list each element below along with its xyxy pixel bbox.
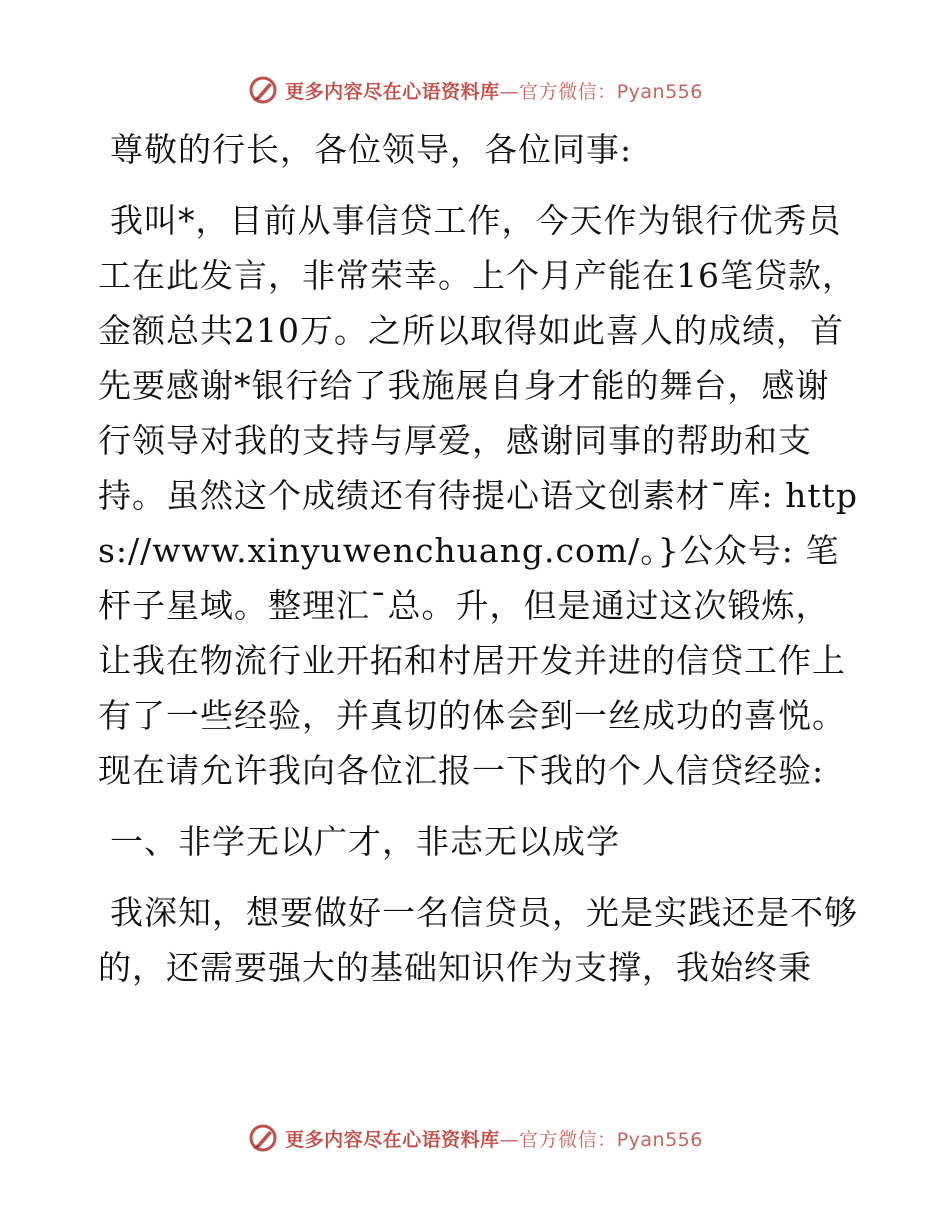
banner-dash: — [499, 1128, 520, 1151]
document-body [98, 122, 858, 1011]
brush-pen-logo-icon [247, 1122, 279, 1154]
footer-banner [0, 1118, 950, 1158]
brush-pen-logo-icon [247, 74, 279, 106]
banner-text [285, 77, 703, 104]
body-paragraph-intro: 我叫*，目前从事信贷工作，今天作为银行优秀员工在此发言，非常荣幸。上个月产能在16笔贷款，金额总共210万。之所以取得如此喜人的成绩，首先要感谢*银行给了我施展自身才能的舞台，感谢行领导对我的支持与厚爱，感谢同事的帮助和支持。虽然这个成绩还有待提心语文创素材¯库: https://www.xinyuwenchuang.com/。}公众号: 笔杆子星域。整理汇¯总。升，但是通过这次锻炼，让我在物流行业开拓和村居开发并进的信贷工作上有了一些经验，并真切的体会到一丝成功的喜悦。现在请允许我向各位汇报一下我的个人信贷经验: [98, 201, 859, 790]
banner-text [285, 1125, 703, 1152]
banner-wechat-label: 官方微信： [519, 80, 617, 103]
salutation: 尊敬的行长，各位领导，各位同事: [110, 130, 633, 169]
section-heading: 一、非学无以广才，非志无以成学 [110, 822, 620, 861]
banner-site-name: 更多内容尽在心语资料库 [285, 80, 500, 103]
banner-site-name: 更多内容尽在心语资料库 [285, 1128, 500, 1151]
banner-wechat-id: Pyan556 [616, 80, 703, 103]
banner-dash: — [499, 80, 520, 103]
body-paragraph-section-one: 我深知，想要做好一名信贷员，光是实践还是不够的，还需要强大的基础知识作为支撑，我始终秉 [98, 893, 858, 987]
header-banner [0, 70, 950, 110]
banner-wechat-id: Pyan556 [616, 1128, 703, 1151]
banner-wechat-label: 官方微信： [519, 1128, 617, 1151]
